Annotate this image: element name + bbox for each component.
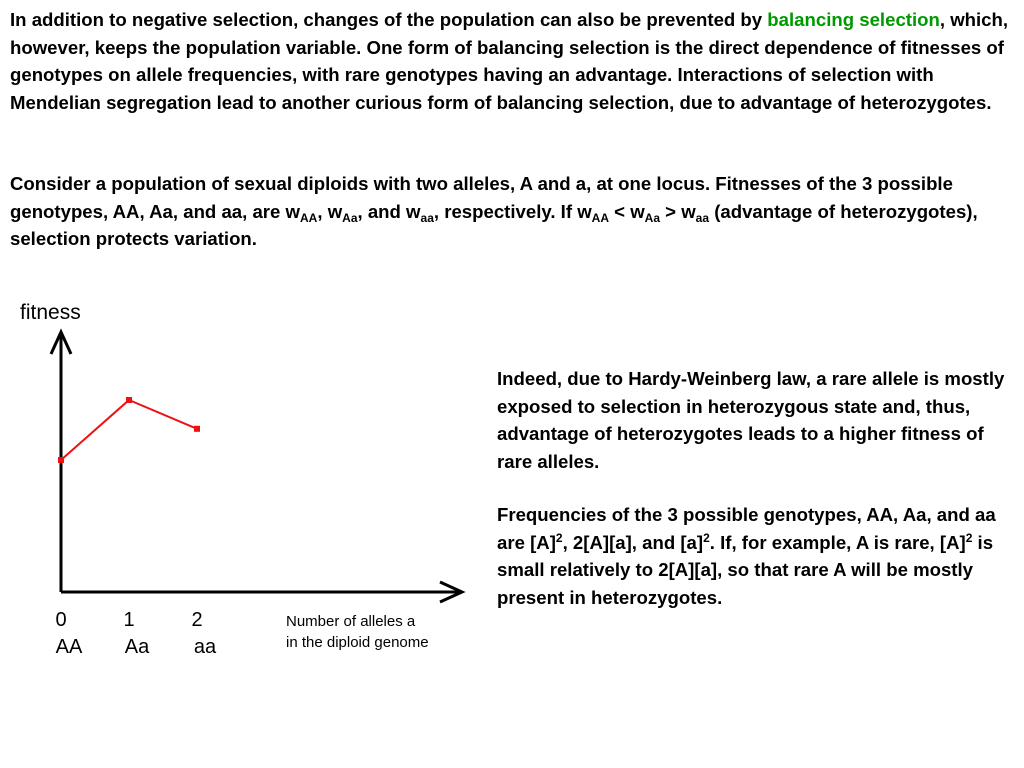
intro-paragraph — [10, 6, 1015, 116]
subscript-AA-2: AA — [591, 210, 610, 225]
intro-text-end: , which, however, keeps the population variable. One form of balancing selection is the direct dependence of fitnesses of genotypes on allele frequencies, with rare genotypes having an advantage. Interactions of selection with Mendelian segregation lead to another curious form of balancing selection, due to advantage of heterozygotes. — [10, 9, 1009, 113]
p2-text-1: Consider a population of sexual diploids with two alleles, A and a, at one locus. Fitnesses of the 3 possible genotypes, AA, Aa, and aa, are w — [10, 173, 953, 222]
p4-text-4: is small relatively to 2[A][a], so that rare A will be mostly present in heterozygotes. — [497, 531, 994, 608]
p4-text-3: . If, for example, A is rare, [A] — [709, 531, 966, 553]
x-tick-label-2: 2 — [191, 609, 203, 631]
x-tick-label-0: 0 — [55, 609, 67, 631]
x-tick-label-1: 1 — [123, 609, 135, 631]
fitness-point-aa — [194, 426, 200, 432]
y-axis-label: fitness — [20, 301, 81, 324]
genotype-label-AA: AA — [55, 636, 83, 658]
chart-axes — [51, 332, 462, 602]
heterozygote-paragraph — [10, 170, 1015, 253]
genotype-label-Aa: Aa — [124, 636, 150, 658]
x-axis-label-line-1: Number of alleles a — [286, 613, 416, 630]
subscript-aa-2: aa — [695, 210, 710, 225]
x-axis-label-line-2: in the diploid genome — [286, 634, 429, 651]
p4-text-1: Frequencies of the 3 possible genotypes, AA, Aa, and aa are [A] — [497, 504, 996, 553]
p2-text-6: > w — [660, 200, 696, 222]
superscript-2: 2 — [703, 530, 710, 545]
subscript-aa: aa — [420, 210, 434, 225]
subscript-Aa: Aa — [342, 210, 358, 225]
genotype-frequencies-paragraph — [497, 501, 1019, 611]
superscript-3: 2 — [965, 530, 973, 545]
genotype-label-aa: aa — [193, 636, 217, 658]
fitness-point-AA — [58, 457, 64, 463]
hardy-weinberg-text: Indeed, due to Hardy-Weinberg law, a rare allele is mostly exposed to selection in heterozygous state and, thus, advantage of heterozygotes leads to a higher fitness of rare alleles. — [497, 368, 1005, 472]
p2-text-5: < w — [609, 200, 645, 222]
p2-text-7: (advantage of heterozygotes), selection protects variation. — [10, 200, 978, 249]
chart-marks — [55, 397, 217, 658]
subscript-AA: AA — [300, 210, 318, 225]
hardy-weinberg-paragraph — [497, 365, 1019, 475]
fitness-point-Aa — [126, 397, 132, 403]
intro-text-start: In addition to negative selection, changes of the population can also be prevented by — [10, 9, 768, 30]
balancing-selection-term: balancing selection — [767, 9, 940, 30]
superscript-1: 2 — [555, 530, 563, 545]
p4-text-2: , 2[A][a], and [a] — [562, 531, 704, 553]
p2-text-2: , w — [317, 200, 343, 222]
subscript-Aa-2: Aa — [644, 210, 661, 225]
p2-text-3: , and w — [357, 200, 421, 222]
fitness-chart — [0, 290, 480, 670]
fitness-series-line — [61, 400, 197, 460]
p2-text-4: , respectively. If w — [433, 200, 592, 222]
